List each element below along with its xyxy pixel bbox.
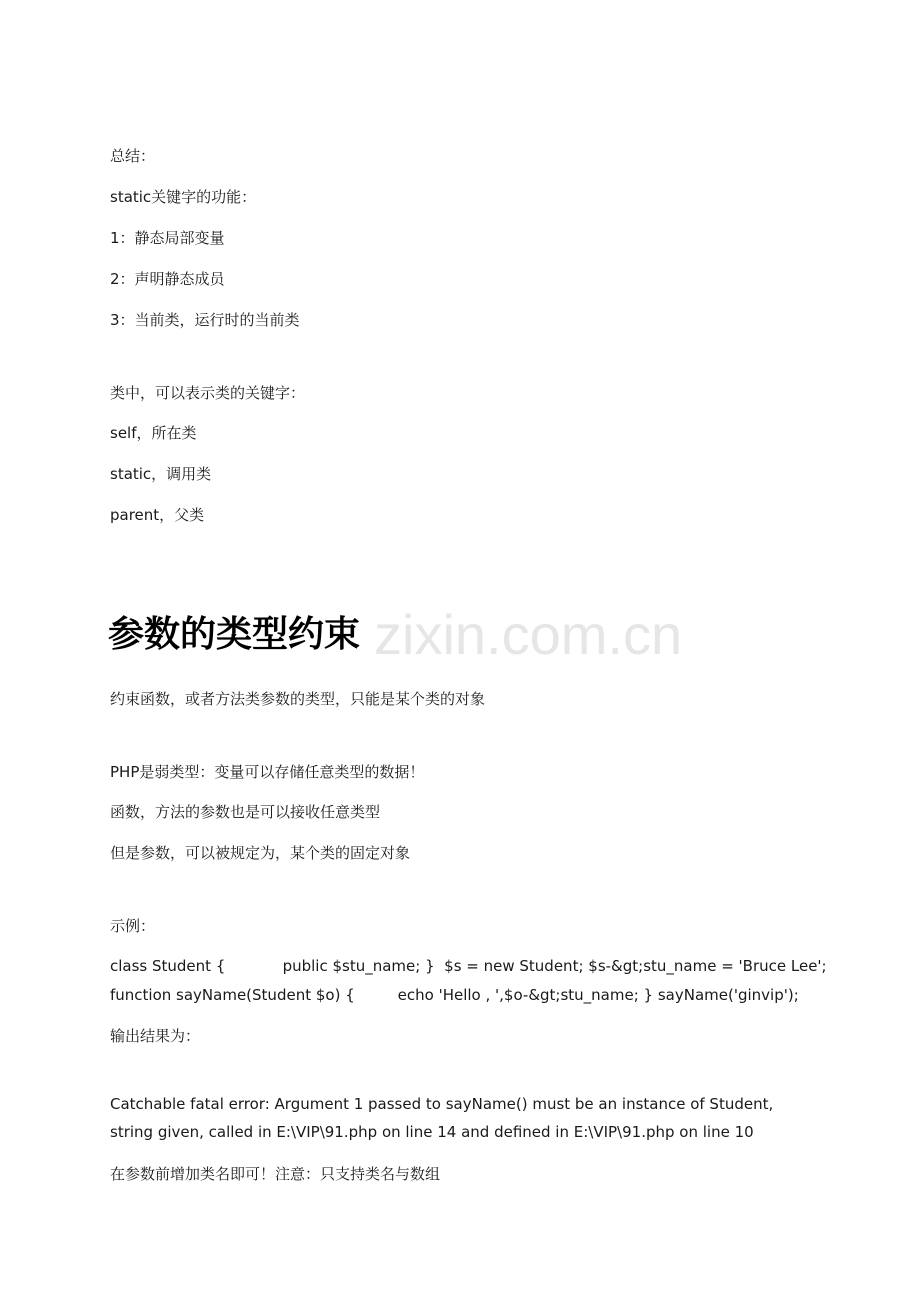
section-intro: 约束函数，或者方法类参数的类型，只能是某个类的对象 [110, 690, 486, 708]
example-label: 示例： [110, 917, 156, 935]
summary-item: 2：声明静态成员 [110, 270, 225, 288]
paragraph: 但是参数，可以被规定为，某个类的固定对象 [110, 844, 411, 862]
class-keyword-item: self，所在类 [110, 424, 197, 442]
code-line: class Student { public $stu_name; } $s = new Student; $s-&gt;stu_name = 'Bruce Lee'; [110, 957, 827, 975]
paragraph: 函数，方法的参数也是可以接收任意类型 [110, 803, 381, 821]
code-line: function sayName(Student $o) { echo 'Hello , ',$o-&gt;stu_name; } sayName('ginvip'); [110, 986, 799, 1004]
paragraph: PHP是弱类型：变量可以存储任意类型的数据！ [110, 763, 425, 781]
summary-item: 3：当前类，运行时的当前类 [110, 311, 300, 329]
watermark-text: zixin.com.cn [374, 603, 683, 666]
output-label: 输出结果为： [110, 1027, 201, 1045]
summary-item: 1：静态局部变量 [110, 229, 225, 247]
class-keyword-item: static，调用类 [110, 465, 212, 483]
note-text: 在参数前增加类名即可！注意：只支持类名与数组 [110, 1165, 441, 1183]
static-keyword-title: static关键字的功能： [110, 188, 257, 206]
section-heading: 参数的类型约束 [108, 614, 361, 655]
class-keywords-title: 类中，可以表示类的关键字： [110, 384, 306, 402]
error-message: Catchable fatal error: Argument 1 passed to sayName() must be an instance of Student, string given, called in E:\VIP\91.php on line 14 and defined in E:\VIP\91.php on line 10 [110, 1095, 774, 1141]
class-keyword-item: parent，父类 [110, 506, 205, 524]
summary-title: 总结： [110, 147, 156, 165]
